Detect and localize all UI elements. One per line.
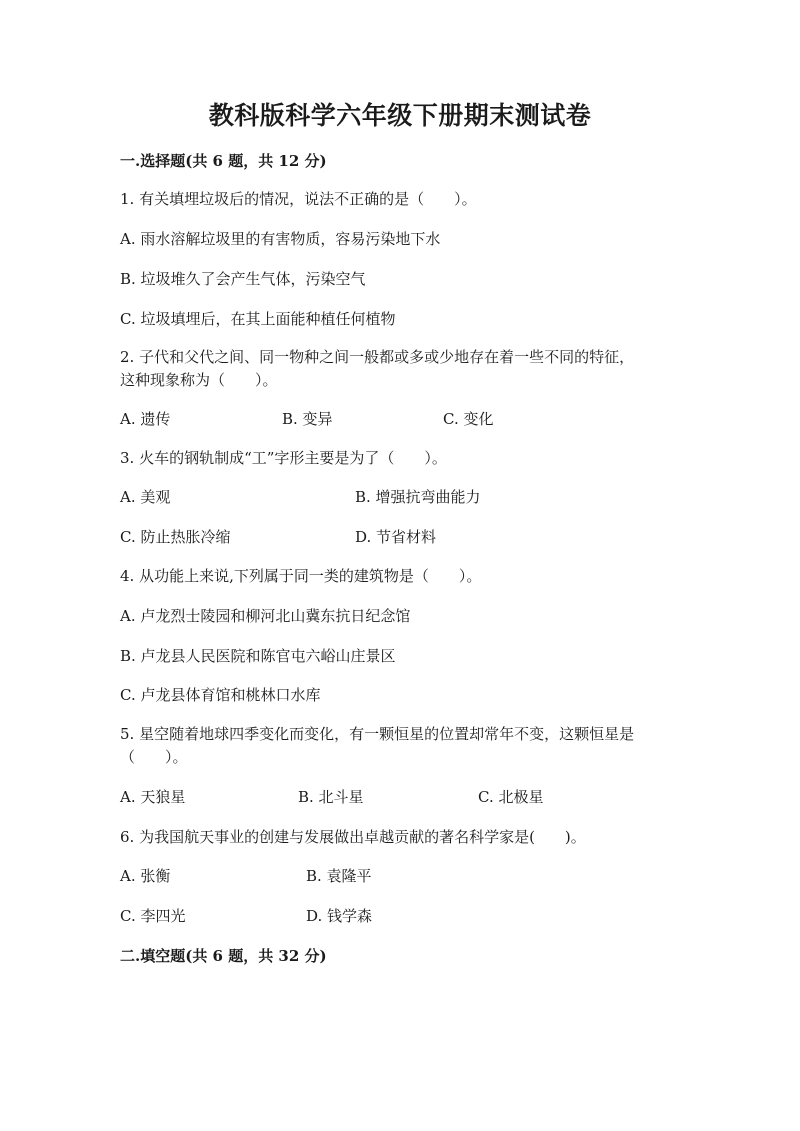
question-1-option-c: C. 垃圾填埋后，在其上面能种植任何植物	[120, 310, 396, 328]
question-2-option-b: B. 变异	[282, 410, 333, 428]
question-6-stem: 6. 为我国航天事业的创建与发展做出卓越贡献的著名科学家是( )。	[120, 828, 586, 846]
question-5-option-a: A. 天狼星	[120, 788, 186, 806]
question-1-stem: 1. 有关填埋垃圾后的情况，说法不正确的是（ ）。	[120, 190, 477, 208]
question-3-option-a: A. 美观	[120, 488, 171, 506]
exam-title: 教科版科学六年级下册期末测试卷	[208, 101, 592, 130]
question-6-option-b: B. 袁隆平	[306, 867, 372, 885]
question-2-option-a: A. 遗传	[120, 410, 171, 428]
question-3-stem: 3. 火车的钢轨制成“工”字形主要是为了（ ）。	[120, 449, 447, 467]
question-6-option-d: D. 钱学森	[306, 907, 373, 925]
question-5-stem-line-1: 5. 星空随着地球四季变化而变化，有一颗恒星的位置却常年不变，这颗恒星是	[120, 725, 635, 743]
question-2-stem-line-1: 2. 子代和父代之间、同一物种之间一般都或多或少地存在着一些不同的特征，	[120, 348, 635, 366]
question-3-option-b: B. 增强抗弯曲能力	[355, 488, 481, 506]
question-2-option-c: C. 变化	[443, 410, 494, 428]
question-4-stem: 4. 从功能上来说,下列属于同一类的建筑物是（ ）。	[120, 567, 482, 585]
section-heading-fill-in-blank: 二.填空题(共 6 题，共 32 分)	[120, 947, 327, 965]
question-5-stem-line-2: （ ）。	[120, 748, 188, 766]
question-1-option-a: A. 雨水溶解垃圾里的有害物质，容易污染地下水	[120, 230, 441, 248]
question-3-option-c: C. 防止热胀冷缩	[120, 528, 231, 546]
question-4-option-b: B. 卢龙县人民医院和陈官屯六峪山庄景区	[120, 647, 396, 665]
section-heading-multiple-choice: 一.选择题(共 6 题，共 12 分)	[120, 152, 327, 170]
question-5-option-b: B. 北斗星	[298, 788, 364, 806]
question-4-option-c: C. 卢龙县体育馆和桃林口水库	[120, 686, 321, 704]
question-6-option-c: C. 李四光	[120, 907, 186, 925]
question-3-option-d: D. 节省材料	[355, 528, 437, 546]
question-1-option-b: B. 垃圾堆久了会产生气体，污染空气	[120, 270, 366, 288]
question-6-option-a: A. 张衡	[120, 867, 171, 885]
question-2-stem-line-2: 这种现象称为（ ）。	[120, 371, 278, 389]
question-4-option-a: A. 卢龙烈士陵园和柳河北山冀东抗日纪念馆	[120, 607, 411, 625]
question-5-option-c: C. 北极星	[478, 788, 544, 806]
